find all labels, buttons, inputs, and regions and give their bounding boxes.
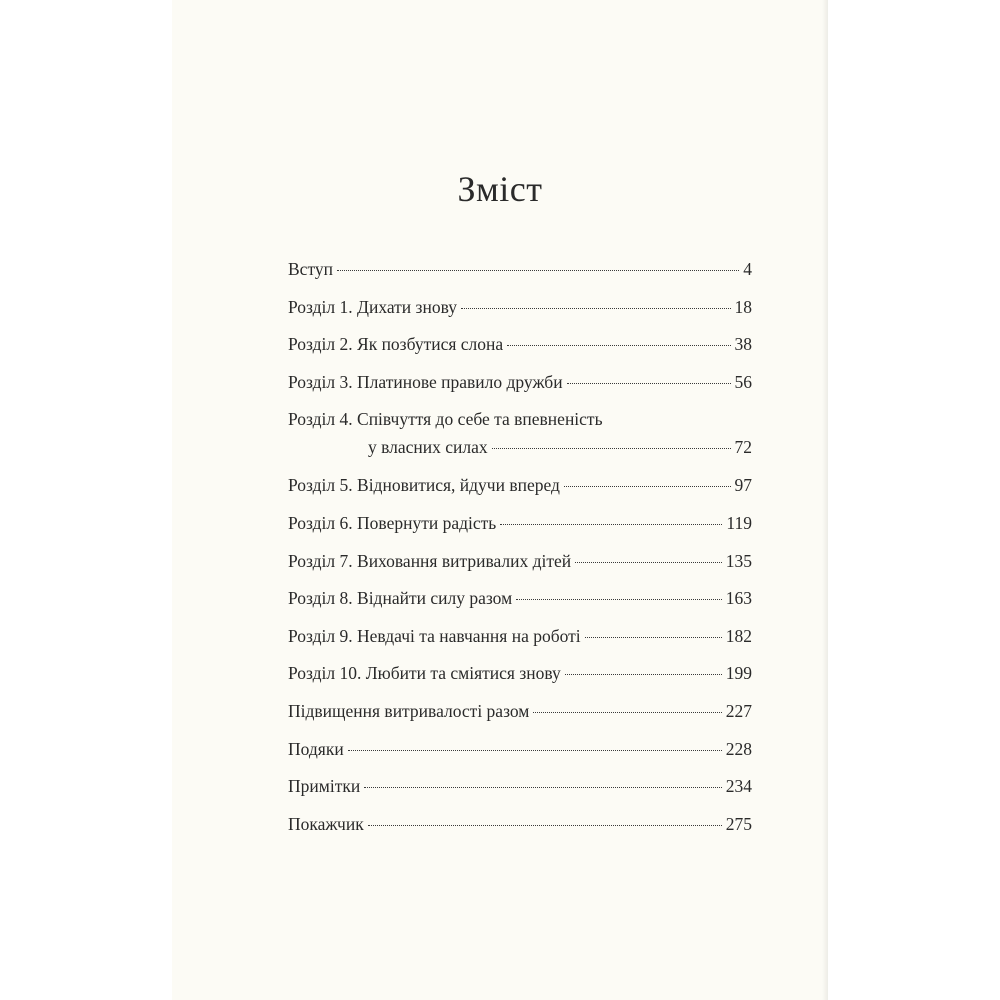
table-of-contents [288,255,752,847]
toc-entry-page: 97 [734,475,752,496]
toc-entry-label: Подяки [288,738,344,759]
toc-entry-page: 56 [734,371,752,392]
toc-entry [288,293,752,331]
toc-entry-label: Розділ 1. Дихати знову [288,296,457,317]
toc-entry [288,584,752,622]
toc-entry [288,697,752,735]
toc-entry-page: 72 [734,437,752,458]
toc-entry-label: Розділ 8. Віднайти силу разом [288,588,513,609]
dot-leader [565,674,722,675]
dot-leader [567,383,731,384]
dot-leader [364,787,722,788]
toc-entry-page: 227 [725,700,752,721]
toc-entry [288,471,752,509]
page-title: Зміст [457,169,543,209]
dot-leader [348,750,722,751]
toc-entry [288,810,752,848]
toc-entry-page: 135 [725,550,752,571]
dot-leader [585,637,722,638]
toc-entry-label: Покажчик [288,813,364,834]
toc-entry-label: Розділ 9. Невдачі та навчання на роботі [288,625,581,646]
toc-entry-label: Вступ [288,259,333,279]
dot-leader [461,308,731,309]
dot-leader [507,345,730,346]
dot-leader [575,562,722,563]
toc-entry-label: Підвищення витривалості разом [288,700,530,721]
toc-entry [288,659,752,697]
toc-entry-page: 199 [725,663,752,684]
toc-entry-page: 38 [734,334,752,355]
toc-entry [288,547,752,585]
toc-entry-page: 4 [743,259,752,279]
toc-entry-label: Примітки [288,776,361,797]
toc-entry-label: Розділ 6. Повернути радість [288,512,497,533]
toc-entry-label-continuation: у власних силах [368,437,488,458]
dot-leader [337,270,739,271]
dot-leader [500,524,722,525]
page-edge-shadow [822,0,828,1000]
dot-leader [516,599,722,600]
toc-entry-page: 163 [725,588,752,609]
toc-entry [288,622,752,660]
toc-entry-page: 182 [725,625,752,646]
toc-entry-label: Розділ 3. Платинове правило дружби [288,371,563,392]
toc-entry-page: 275 [725,813,752,834]
dot-leader [564,486,731,487]
toc-entry-label: Розділ 2. Як позбутися слона [288,334,504,355]
toc-entry-label: Розділ 5. Відновитися, йдучи вперед [288,475,560,496]
toc-entry [288,255,752,293]
dot-leader [492,448,731,449]
toc-entry [288,509,752,547]
dot-leader [533,712,721,713]
toc-entry-label: Розділ 4. Співчуття до себе та впевненість [288,409,603,430]
toc-entry [288,735,752,773]
toc-entry-page: 234 [725,776,752,797]
toc-entry [288,368,752,406]
toc-entry [288,330,752,368]
toc-entry [288,772,752,810]
toc-entry-page: 18 [734,296,752,317]
toc-entry-label: Розділ 7. Виховання витривалих дітей [288,550,572,571]
dot-leader [368,825,722,826]
toc-entry-label: Розділ 10. Любити та сміятися знову [288,663,561,684]
toc-entry-page: 228 [725,738,752,759]
toc-entry-page: 119 [726,512,752,533]
toc-entry [288,405,752,471]
